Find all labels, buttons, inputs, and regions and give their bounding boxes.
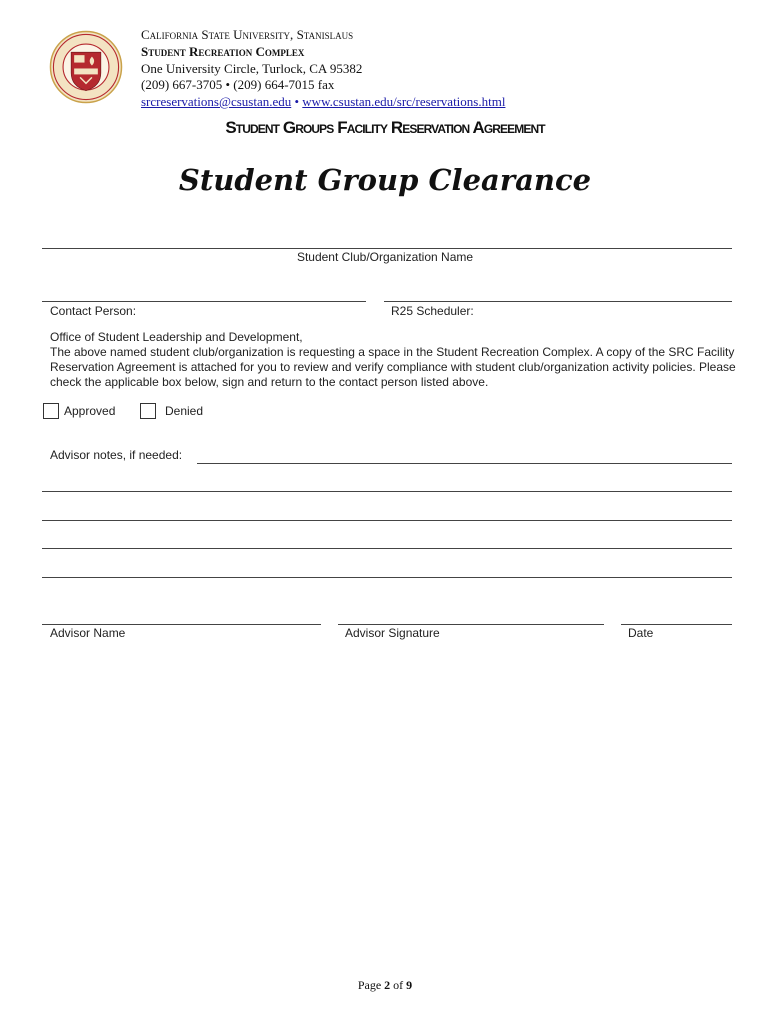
advisor-signature-field[interactable] (338, 624, 604, 625)
denied-label: Denied (165, 404, 204, 418)
phone-fax: (209) 667-3705 • (209) 664-7015 fax (141, 77, 335, 92)
department-name: Student Recreation Complex (141, 44, 305, 59)
r25-scheduler-label: R25 Scheduler: (391, 304, 474, 318)
denied-checkbox[interactable] (140, 403, 156, 419)
document-heading: Student Groups Facility Reservation Agreement (225, 118, 545, 137)
contact-links (141, 94, 505, 110)
page-number: Page 2 of 9 (357, 978, 413, 992)
advisor-notes-line-2[interactable] (42, 491, 732, 492)
advisor-notes-line-5[interactable] (42, 577, 732, 578)
advisor-notes-line-4[interactable] (42, 548, 732, 549)
university-name: California State University, Stanislaus (141, 27, 354, 42)
address: One University Circle, Turlock, CA 95382 (141, 61, 363, 76)
advisor-signature-label: Advisor Signature (345, 626, 440, 640)
form-title: Student Group Clearance (178, 163, 592, 197)
advisor-notes-line-1[interactable] (197, 463, 732, 464)
request-paragraph: The above named student club/organization is requesting a space in the Student Recreation Complex. A copy of the SRC Facility Reservation Agreement is attached for you to review and verify compliance with student club/organization activity policies. Please check the applicable box below, sign and return to the contact person listed above. (50, 345, 736, 389)
website-link[interactable]: www.csustan.edu/src/reservations.html (302, 94, 506, 109)
contact-person-label: Contact Person: (50, 304, 137, 318)
advisor-name-field[interactable] (42, 624, 321, 625)
contact-person-field[interactable] (42, 301, 366, 302)
link-separator: • (294, 94, 300, 109)
advisor-name-label: Advisor Name (50, 626, 126, 640)
advisor-notes-label: Advisor notes, if needed: (50, 448, 183, 462)
advisor-notes-line-3[interactable] (42, 520, 732, 521)
university-seal-icon (49, 30, 123, 104)
r25-scheduler-field[interactable] (384, 301, 732, 302)
email-link[interactable]: srcreservations@csustan.edu (141, 94, 292, 109)
approved-label: Approved (64, 404, 116, 418)
org-name-field[interactable] (42, 248, 732, 249)
date-field[interactable] (621, 624, 732, 625)
date-label: Date (628, 626, 654, 640)
approved-checkbox[interactable] (43, 403, 59, 419)
org-name-label: Student Club/Organization Name (296, 250, 474, 264)
salutation: Office of Student Leadership and Development, (50, 330, 303, 344)
